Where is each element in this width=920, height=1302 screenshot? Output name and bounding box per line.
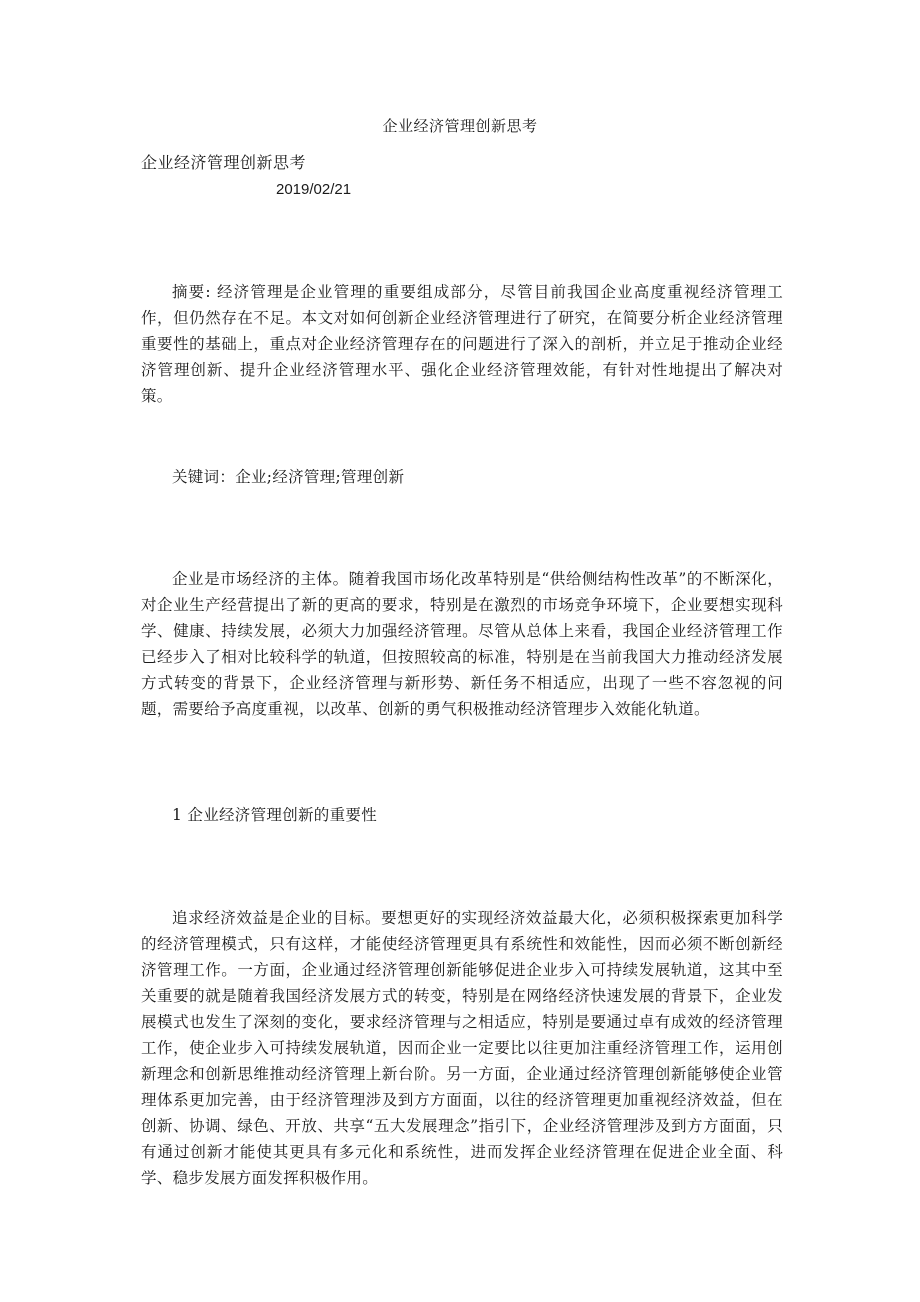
document-subtitle: 企业经济管理创新思考	[141, 153, 307, 172]
publish-date: 2019/02/21	[276, 181, 352, 198]
document-title: 企业经济管理创新思考	[382, 117, 538, 135]
keywords-line: 关键词：企业;经济管理;管理创新	[172, 468, 405, 486]
intro-paragraph: 企业是市场经济的主体。随着我国市场化改革特别是“供给侧结构性改革”的不断深化，对企业生产经营提出了新的更高的要求，特别是在激烈的市场竞争环境下，企业要想实现科学、健康、持续发展，必须大力加强经济管理。尽管从总体上来看，我国企业经济管理工作已经步入了相对比较科学的轨道，但按照较高的标准，特别是在当前我国大力推动经济发展方式转变的背景下，企业经济管理与新形势、新任务不相适应，出现了一些不容忽视的问题，需要给予高度重视，以改革、创新的勇气积极推动经济管理步入效能化轨道。	[141, 570, 783, 718]
body-paragraph: 追求经济效益是企业的目标。要想更好的实现经济效益最大化，必须积极探索更加科学的经济管理模式，只有这样，才能使经济管理更具有系统性和效能性，因而必须不断创新经济管理工作。一方面，企业通过经济管理创新能够促进企业步入可持续发展轨道，这其中至关重要的就是随着我国经济发展方式的转变，特别是在网络经济快速发展的背景下，企业发展模式也发生了深刻的变化，要求经济管理与之相适应，特别是要通过卓有成效的经济管理工作，使企业步入可持续发展轨道，因而企业一定要比以往更加注重经济管理工作，运用创新理念和创新思维推动经济管理上新台阶。另一方面，企业通过经济管理创新能够使企业管理体系更加完善，由于经济管理涉及到方方面面，以往的经济管理更加重视经济效益，但在创新、协调、绿色、开放、共享“五大发展理念”指引下，企业经济管理涉及到方方面面，只有通过创新才能使其更具有多元化和系统性，进而发挥企业经济管理在促进企业全面、科学、稳步发展方面发挥积极作用。	[141, 909, 783, 1187]
abstract-paragraph: 摘要: 经济管理是企业管理的重要组成部分，尽管目前我国企业高度重视经济管理工作，但仍然存在不足。本文对如何创新企业经济管理进行了研究，在简要分析企业经济管理重要性的基础上，重点对企业经济管理存在的问题进行了深入的剖析，并立足于推动企业经济管理创新、提升企业经济管理水平、强化企业经济管理效能，有针对性地提出了解决对策。	[141, 283, 783, 405]
section-heading: 1 企业经济管理创新的重要性	[172, 806, 377, 824]
